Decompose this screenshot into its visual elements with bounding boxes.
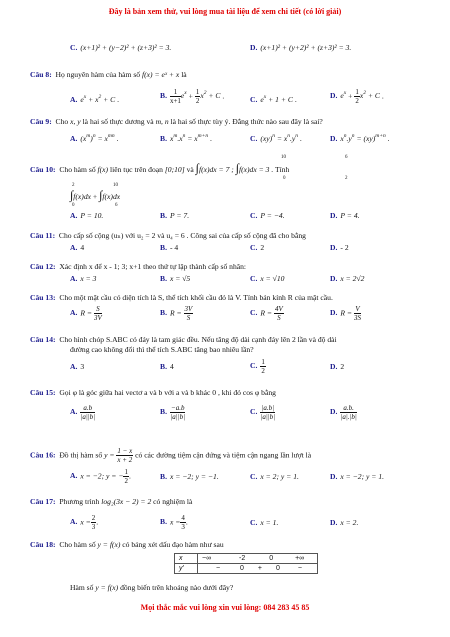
q10-integral-2: f(x)dx = 3 . <box>239 165 274 174</box>
q14-option-a: A. 3 <box>70 362 85 371</box>
q14-text1: Cho hình chóp S.ABC có đáy là tam giác đều. Nếu tăng độ dài cạnh đáy lên 2 lần và độ dài <box>59 335 337 344</box>
q13-option-b: B. R = $\frac{3V}{S}$ <box>160 305 193 322</box>
q12-text: Xác định x để x - 1; 3; x+1 theo thứ tự lập thành cấp số nhân: <box>59 262 247 271</box>
q11-stem <box>30 231 306 241</box>
q15-stem <box>30 388 276 398</box>
q14-stem <box>30 335 337 345</box>
sign-table <box>174 553 318 574</box>
q10-stem: Câu 10: Cho hàm số f(x) liên tục trên đoạn [0;10] và ∫f(x)dx = 7 ; ∫f(x)dx = 3 . Tính <box>30 161 290 175</box>
q9-label: Câu 9: <box>30 117 52 126</box>
q18-label: Câu 18: <box>30 540 56 549</box>
y-sign-2: + <box>257 565 262 572</box>
q9-option-c: C. $(xy)^n = x^n.y^n$ . <box>250 133 302 143</box>
q7-c-text: (x+1)² + (y−2)² + (z+3)² = 3. <box>80 43 172 52</box>
sign-table-x-values <box>198 554 318 564</box>
q9-text-b: là hai số thực dương và <box>82 117 154 126</box>
q16-option-c: C. x = 2; y = 1. <box>250 472 299 481</box>
q7-option-c: C. (x+1)² + (y−2)² + (z+3)² = 3. <box>70 43 172 52</box>
q12-option-a: A. x = 3 <box>70 274 97 283</box>
q10-label: Câu 10: <box>30 165 56 174</box>
q8-option-c: C. $e^x + 1 + C$ . <box>250 94 297 104</box>
q14-text2: đường cao không đổi thì thể tích S.ABC tăng bao nhiêu lần? <box>70 345 254 354</box>
q17-text-b: có nghiệm là <box>153 497 193 506</box>
q17-d-text: x = 2. <box>340 518 359 527</box>
q10-option-b: B. P = 7. <box>160 211 190 220</box>
q10-option-a: A. P = 10. <box>70 211 104 220</box>
sign-table-y-header: y' <box>175 564 198 574</box>
q9-text-c: là hai số thực tùy ý. Đẳng thức nào sau đây là sai? <box>170 117 323 126</box>
q14-option-b: B. 4 <box>160 362 174 371</box>
q10-text-c: và <box>186 165 194 174</box>
q17-option-b: B. x = $\frac{4}{3}$ . <box>160 514 188 531</box>
q16-stem: Câu 16: Đồ thị hàm số y = $\frac{1 - x}{x + 2}$ có các đường tiệm cận đứng và tiệm cận ngang lần lượt là <box>30 447 312 464</box>
q12-d-text: x = 2√2 <box>340 274 365 283</box>
q9-stem <box>30 117 323 127</box>
q14-a-text: 3 <box>80 362 85 371</box>
q16-option-a: A. x = −2; y = − $\frac{1}{2}$ . <box>70 468 131 485</box>
q17-label: Câu 17: <box>30 497 56 506</box>
q17-option-a: A. x = $\frac{2}{3}$ . <box>70 514 99 531</box>
q9-text-a: Cho <box>55 117 69 126</box>
q10-c-text: P = −4. <box>260 211 285 220</box>
q11-b-text: - 4 <box>169 243 179 252</box>
q11-option-c: C. 2 <box>250 243 265 252</box>
q11-c-text: 2 <box>260 243 265 252</box>
q17-option-d: D. x = 2. <box>330 518 359 527</box>
q10-expression: ∫f(x)dx + ∫f(x)dx <box>70 188 121 202</box>
q18-q-a: Hàm số <box>70 583 94 592</box>
q7-d-text: (x+1)² + (y+2)² + (z+3)² = 3. <box>260 43 352 52</box>
q15-text: Gọi φ là góc giữa hai vectơ a và b với a và b khác 0 , khi đó cos φ bằng <box>59 388 276 397</box>
q12-b-text: x = √5 <box>169 274 191 283</box>
q14-b-text: 4 <box>169 362 174 371</box>
q13-text: Cho một mặt cầu có diện tích là S, thể tích khối cầu đó là V. Tính bán kính R của mặt cầu. <box>59 293 333 302</box>
q10-tinh: Tính <box>275 165 290 174</box>
q12-option-b: B. x = √5 <box>160 274 191 283</box>
q16-label: Câu 16: <box>30 450 56 460</box>
q18-question <box>70 583 233 593</box>
footer-banner: Mọi thắc mắc vui lòng xin vui lòng: 084 283 45 85 <box>140 603 310 612</box>
sign-table-x-header: x <box>175 554 198 564</box>
q17-text-a: Phương trình <box>59 497 100 506</box>
q9-option-a: A. $(x^m)^n = x^{mn}$ . <box>70 133 119 143</box>
q15-option-a: A. $\frac{a.b}{|a||b|}$ <box>70 404 96 421</box>
q16-text-b: có các đường tiệm cận đứng và tiệm cận ngang lần lượt là <box>135 450 312 460</box>
q10-interval: [0;10] <box>164 165 185 174</box>
y-zero-2: 0 <box>275 565 280 572</box>
q18-q-b: đồng biến trên khoảng nào dưới đây? <box>120 583 234 592</box>
q10-text-b: liên tục trên đoạn <box>109 165 163 174</box>
q15-option-d: D. $\frac{a.b.}{|a|.|b|}$ <box>330 404 357 421</box>
q8-label: Câu 8: <box>30 70 52 79</box>
q10-text-a: Cho hàm số <box>59 165 96 174</box>
q8-text: Họ nguyên hàm của hàm số <box>55 70 141 79</box>
q13-label: Câu 13: <box>30 293 56 302</box>
q8-option-b: B. $\frac{1}{x+1}$ $e^x$ + $\frac{1}{2}$ $x^2 + C$ . <box>160 88 225 105</box>
q18-text-b: có bảng xét dấu đạo hàm như sau <box>122 540 224 549</box>
q15-option-b: B. $\frac{-a.b}{|a||b|}$ <box>160 404 186 421</box>
q11-option-d: D. - 2 <box>330 243 349 252</box>
q7-option-d: D. (x+1)² + (y+2)² + (z+3)² = 3. <box>250 43 352 52</box>
q12-option-c: C. x = √10 <box>250 274 285 283</box>
q10-a-text: P = 10. <box>80 211 104 220</box>
q12-stem <box>30 262 246 272</box>
q11-a-text: 4 <box>80 243 85 252</box>
x-val-0: 0 <box>269 555 274 562</box>
q16-option-d: D. x = −2; y = 1. <box>330 472 385 481</box>
y-sign-1: − <box>216 565 221 572</box>
q16-d-text: x = −2; y = 1. <box>340 472 385 481</box>
q17-stem <box>30 497 192 507</box>
q16-text-a: Đồ thị hàm số <box>59 450 103 460</box>
q18-q-fx: y = f(x) <box>95 583 119 592</box>
q11-text: Cho cấp số cộng (uₙ) với u₂ = 2 và u₄ = 6 . Công sai của cấp số cộng đã cho bằng <box>58 231 306 240</box>
q18-function: y = f(x) <box>97 540 121 549</box>
q12-option-d: D. x = 2√2 <box>330 274 365 283</box>
q9-option-b: B. $x^m.x^n = x^{m+n}$ . <box>160 133 212 143</box>
q12-c-text: x = √10 <box>260 274 285 283</box>
q18-stem <box>30 540 224 550</box>
q10-option-d: D. P = 4. <box>330 211 360 220</box>
q11-d-text: - 2 <box>340 243 349 252</box>
q11-option-b: B. - 4 <box>160 243 179 252</box>
q10-d-text: P = 4. <box>340 211 360 220</box>
q17-option-c: C. x = 1. <box>250 518 279 527</box>
q8-stem <box>30 70 187 80</box>
q10-integral-1: f(x)dx = 7 ; <box>198 165 234 174</box>
y-sign-3: − <box>297 565 302 572</box>
q13-option-a: A. R = $\frac{S}{3V}$ <box>70 305 102 322</box>
q8-function: f(x) = eˣ + x <box>142 70 180 79</box>
q10-b-text: P = 7. <box>169 211 190 220</box>
q14-d-text: 2 <box>340 362 345 371</box>
q12-a-text: x = 3 <box>80 274 97 283</box>
x-val-neg-inf: −∞ <box>202 555 212 562</box>
q14-option-d: D. 2 <box>330 362 345 371</box>
q9-option-d: D. $x^n.y^n = (xy)^{m+n}$ . <box>330 133 390 143</box>
sign-table-y-values <box>198 564 318 574</box>
q15-label: Câu 15: <box>30 388 56 397</box>
q9-vars: x, y <box>70 117 81 126</box>
x-val-minus-2: -2 <box>239 555 246 562</box>
q8-option-d: D. $e^x$ + $\frac{1}{2}$ $x^2 + C$ . <box>330 88 384 105</box>
q14-option-c: C. $\frac{1}{2}$ <box>250 358 265 375</box>
q11-option-a: A. 4 <box>70 243 85 252</box>
q8-tail: là <box>181 70 187 79</box>
q13-stem <box>30 293 333 303</box>
q18-text-a: Cho hàm số <box>59 540 96 549</box>
q11-label: Câu 11: <box>30 231 56 240</box>
q14-label: Câu 14: <box>30 335 56 344</box>
q13-option-c: C. R = $\frac{4V}{S}$ <box>250 305 283 322</box>
q15-option-c: C. $\frac{|a.b|}{|a||b|}$ <box>250 404 276 421</box>
q12-label: Câu 12: <box>30 262 56 271</box>
y-zero-1: 0 <box>240 565 244 572</box>
q17-c-text: x = 1. <box>260 518 279 527</box>
header-banner: Đây là bản xem thử, vui lòng mua tài liệu để xem chi tiết (có lời giải) <box>108 7 342 16</box>
q9-vars2: m, n <box>155 117 169 126</box>
q16-c-text: x = 2; y = 1. <box>260 472 299 481</box>
q16-option-b: B. x = −2; y = −1. <box>160 472 219 481</box>
q17-equation: log₂(3x − 2) = 2 <box>101 497 152 506</box>
q13-option-d: D. R = $\frac{V}{3S}$ <box>330 305 361 322</box>
q16-b-text: x = −2; y = −1. <box>169 472 219 481</box>
q8-option-a: A. $e^x + x^2 + C$ . <box>70 94 120 104</box>
q10-option-c: C. P = −4. <box>250 211 285 220</box>
x-val-pos-inf: +∞ <box>295 555 305 562</box>
